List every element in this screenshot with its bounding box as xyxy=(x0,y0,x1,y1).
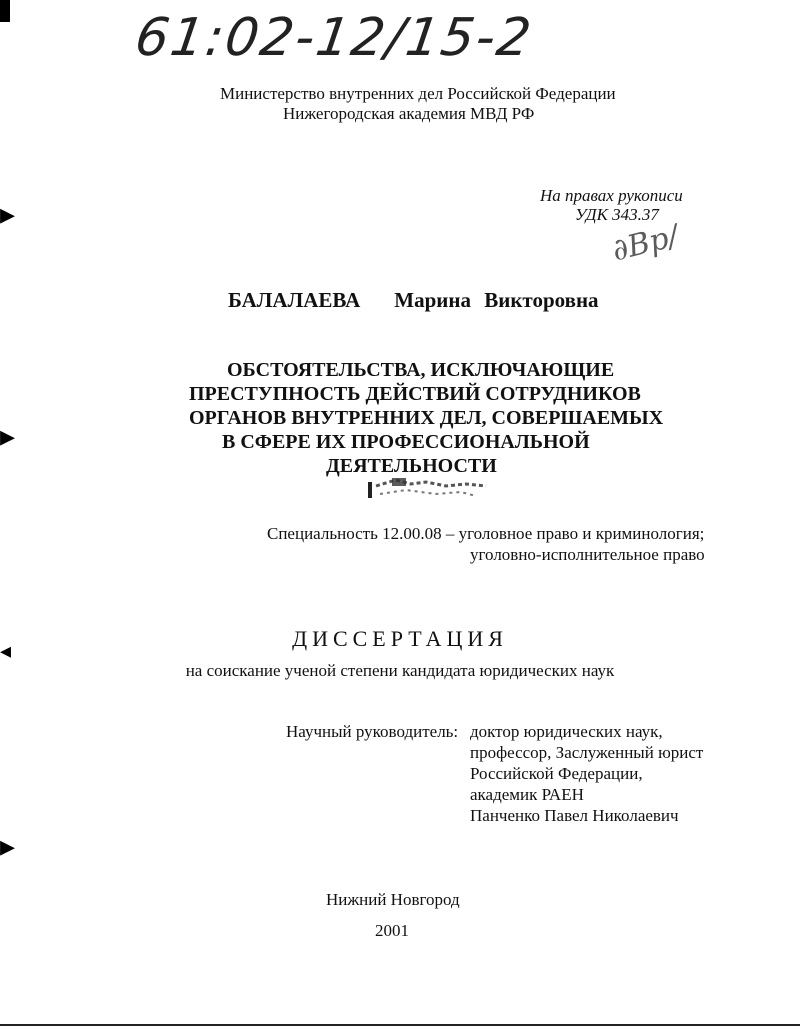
academy-name: Нижегородская академия МВД РФ xyxy=(283,104,535,123)
author-first-name: Марина xyxy=(394,288,471,312)
title-line: ПРЕСТУПНОСТЬ ДЕЙСТВИЙ СОТРУДНИКОВ xyxy=(189,383,641,405)
library-stamp-smudge xyxy=(366,472,506,502)
supervisor-name: Панченко Павел Николаевич xyxy=(470,806,679,825)
scan-edge-mark: ◂ xyxy=(0,638,12,663)
document-type: ДИССЕРТАЦИЯ xyxy=(292,626,508,651)
manuscript-rights: На правах рукописи xyxy=(540,186,683,205)
scan-bottom-edge xyxy=(0,1024,800,1026)
handwritten-archive-code: 61:02-12/15-2 xyxy=(131,8,537,68)
title-line: В СФЕРЕ ИХ ПРОФЕССИОНАЛЬНОЙ xyxy=(222,431,590,453)
author-patronymic: Викторовна xyxy=(484,288,599,312)
degree-purpose: на соискание ученой степени кандидата юридических наук xyxy=(185,661,615,680)
scan-edge-mark: ▸ xyxy=(0,420,16,453)
scan-edge-mark: ▸ xyxy=(0,830,16,863)
scan-edge-mark: ▸ xyxy=(0,198,16,231)
title-line: ОБСТОЯТЕЛЬСТВА, ИСКЛЮЧАЮЩИЕ xyxy=(227,359,615,381)
author-surname: БАЛАЛАЕВА xyxy=(228,288,361,312)
author-name xyxy=(228,288,599,313)
supervisor-detail: академик РАЕН xyxy=(470,785,584,804)
year: 2001 xyxy=(375,921,409,940)
title-line: ДЕЯТЕЛЬНОСТИ xyxy=(326,455,497,477)
ministry-name: Министерство внутренних дел Российской Федерации xyxy=(220,84,616,103)
specialty-line: уголовно-исполнительное право xyxy=(470,545,705,564)
supervisor-detail: профессор, Заслуженный юрист xyxy=(470,743,704,762)
udc-code: УДК 343.37 xyxy=(575,205,659,224)
title-line: ОРГАНОВ ВНУТРЕННИХ ДЕЛ, СОВЕРШАЕМЫХ xyxy=(189,407,664,429)
city: Нижний Новгород xyxy=(326,890,460,909)
handwritten-signature: ∂Вр/ xyxy=(608,218,683,269)
specialty-line: Специальность 12.00.08 – уголовное право и криминология; xyxy=(267,524,705,543)
supervisor-label: Научный руководитель: xyxy=(286,722,459,741)
scan-edge-artifact xyxy=(0,0,10,22)
supervisor-detail: доктор юридических наук, xyxy=(470,722,663,741)
supervisor-detail: Российской Федерации, xyxy=(470,764,643,783)
